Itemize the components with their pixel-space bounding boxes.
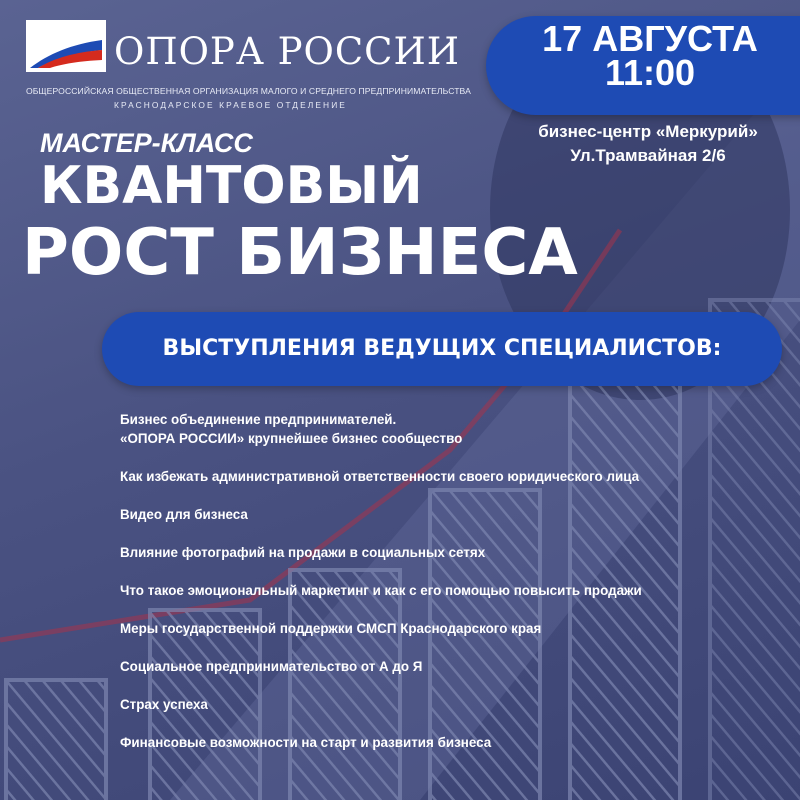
venue-name: бизнес-центр «Меркурий»: [538, 122, 758, 141]
headline-line-2: РОСТ БИЗНЕСА: [22, 216, 578, 290]
topic-item: Страх успеха: [120, 697, 208, 712]
logo-subtitle: ОБЩЕРОССИЙСКАЯ ОБЩЕСТВЕННАЯ ОРГАНИЗАЦИЯ МАЛОГО И СРЕДНЕГО ПРЕДПРИНИМАТЕЛЬСТВА: [26, 86, 471, 96]
logo-name: ОПОРА РОССИИ: [114, 30, 460, 73]
topic-item: Социальное предпринимательство от А до Я: [120, 659, 423, 674]
opora-rossii-logo: [26, 16, 471, 116]
date-time-block: [500, 18, 800, 93]
event-date: 17 АВГУСТА: [542, 18, 758, 59]
topic-item: Что такое эмоциональный маркетинг и как с его помощью повысить продажи: [120, 583, 642, 598]
russian-flag-icon: [26, 20, 106, 72]
logo-branch: КРАСНОДАРСКОЕ КРАЕВОЕ ОТДЕЛЕНИЕ: [114, 100, 347, 110]
event-time: 11:00: [604, 52, 696, 93]
topic-item: Финансовые возможности на старт и развития бизнеса: [120, 735, 492, 750]
headline-line-1: КВАНТОВЫЙ: [40, 156, 423, 216]
topic-item: Бизнес объединение предпринимателей. «ОПОРА РОССИИ» крупнейшее бизнес сообщество: [120, 412, 463, 446]
venue-block: [496, 120, 800, 168]
venue-address: Ул.Трамвайная 2/6: [570, 146, 726, 165]
headline-kicker: МАСТЕР-КЛАСС: [40, 128, 253, 158]
topic-item: Влияние фотографий на продажи в социальных сетях: [120, 545, 486, 560]
topics-list: [120, 410, 792, 771]
topic-item: Как избежать административной ответственности своего юридического лица: [120, 469, 640, 484]
topic-item: Видео для бизнеса: [120, 507, 248, 522]
speakers-heading: ВЫСТУПЛЕНИЯ ВЕДУЩИХ СПЕЦИАЛИСТОВ:: [162, 336, 722, 361]
topic-item: Меры государственной поддержки СМСП Краснодарского края: [120, 621, 542, 636]
